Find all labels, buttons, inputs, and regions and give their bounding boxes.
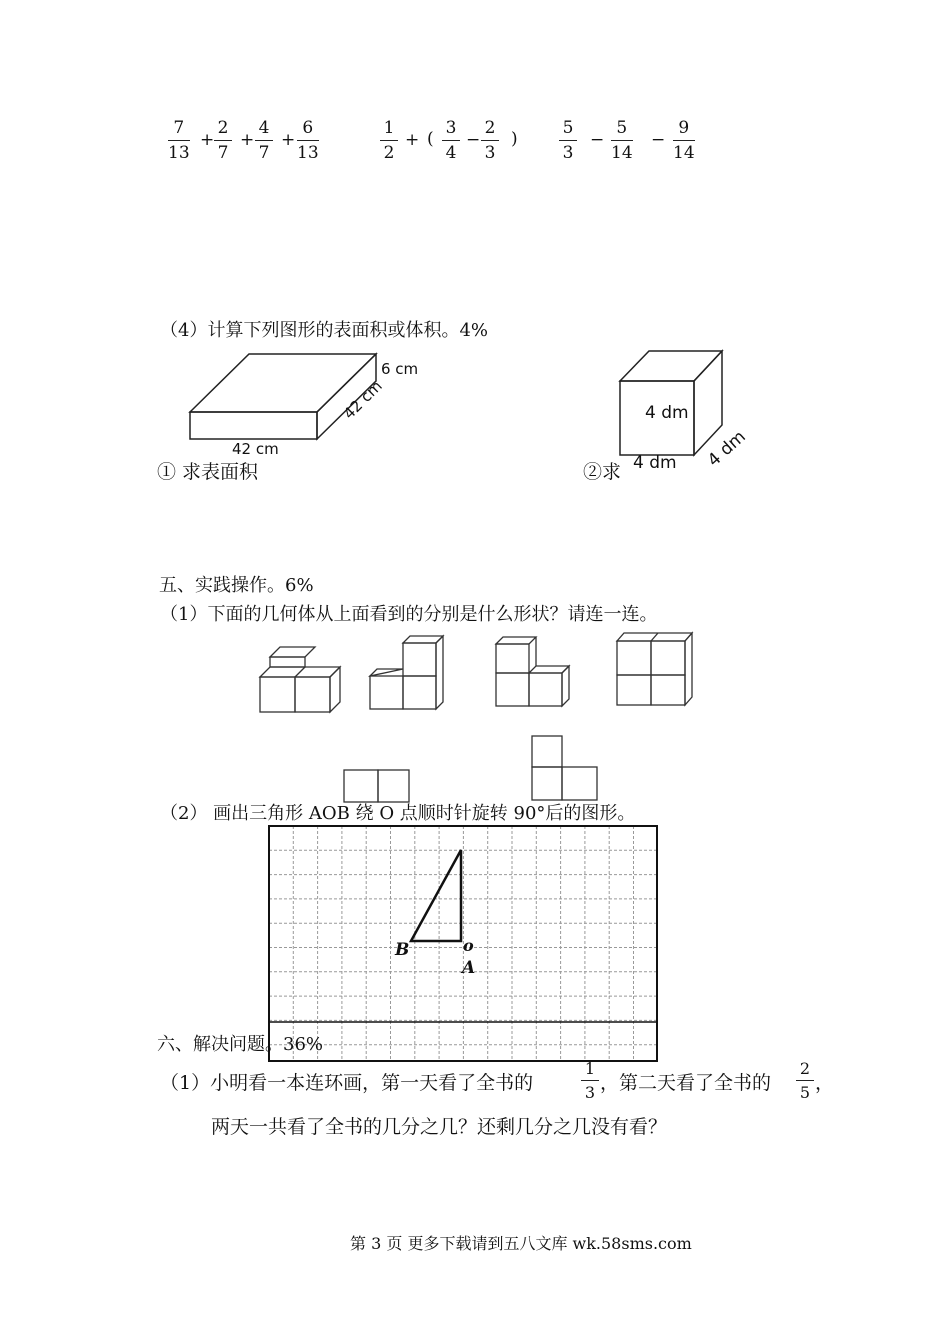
cuboid-width-label: 42 cm	[232, 440, 279, 458]
section-6-q1-part-b: ，第二天看了全书的	[600, 1072, 772, 1094]
cuboid-height-label: 6 cm	[381, 360, 419, 378]
left-paren: (	[427, 129, 434, 149]
section-5-question-1: （1）下面的几何体从上面看到的分别是什么形状？请连一连。	[160, 604, 658, 625]
fraction-one-third: 1 3	[581, 1061, 599, 1101]
point-o-label: o	[463, 936, 474, 955]
operator: +	[281, 130, 296, 150]
section-6-q1-line-2: 两天一共看了全书的几分之几？还剩几分之几没有看？	[211, 1116, 668, 1138]
operator: +	[200, 130, 215, 150]
fraction: 5 14	[611, 118, 633, 163]
fraction: 4 7	[255, 120, 273, 162]
section-4-title: （4）计算下列图形的表面积或体积。4%	[160, 320, 489, 341]
fraction: 7 13	[168, 118, 190, 163]
question-volume: ②求	[583, 461, 622, 483]
operator: +	[405, 130, 420, 150]
triangle-aob	[411, 850, 461, 941]
operator: −	[590, 130, 605, 150]
operator: −	[466, 130, 481, 150]
fraction: 5 3	[559, 120, 577, 162]
fraction: 1 2	[380, 120, 398, 162]
section-5-question-2: （2） 画出三角形 AOB 绕 O 点顺时针旋转 90°后的图形。	[160, 803, 636, 824]
fraction: 9 14	[673, 118, 695, 163]
operator: −	[651, 130, 666, 150]
fraction: 2 3	[481, 120, 499, 162]
section-6-q1-part-c: ，	[815, 1072, 835, 1094]
cuboid-depth-label: 42 cm	[340, 376, 386, 423]
cube-front-label: 4 dm	[645, 403, 689, 423]
cube-bottom-label: 4 dm	[633, 453, 677, 473]
section-5-title: 五、实践操作。6%	[159, 575, 314, 596]
section-6-title: 六、解决问题。36%	[157, 1034, 324, 1055]
right-paren: )	[511, 129, 518, 149]
question-surface-area: ① 求表面积	[157, 461, 259, 483]
page-footer: 第 3 页 更多下载请到五八文库 wk.58sms.com	[350, 1234, 692, 1253]
section-6-q1-part-a: （1）小明看一本连环画，第一天看了全书的	[160, 1072, 534, 1094]
fraction-two-fifths: 2 5	[796, 1061, 814, 1101]
fraction: 2 7	[214, 120, 232, 162]
fraction: 3 4	[442, 120, 460, 162]
fraction: 6 13	[297, 118, 319, 163]
cube-side-label: 4 dm	[704, 426, 750, 471]
point-a-label: A	[462, 958, 476, 978]
point-b-label: B	[395, 940, 410, 960]
operator: +	[240, 130, 255, 150]
